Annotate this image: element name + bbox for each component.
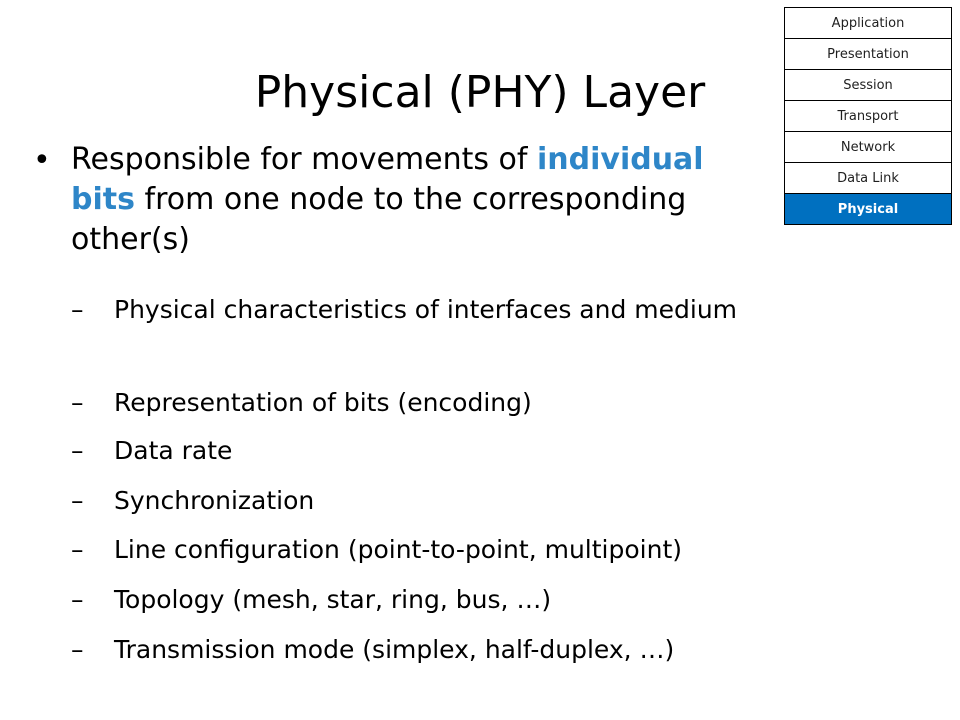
osi-layer-data-link: Data Link (785, 163, 952, 194)
dash-icon: – (71, 635, 84, 664)
dash-icon: – (71, 436, 84, 465)
sub-item-text: Transmission mode (simplex, half-duplex, …) (114, 635, 675, 664)
sub-item-text: Representation of bits (encoding) (114, 388, 532, 417)
dash-icon: – (71, 486, 84, 515)
osi-layer-session: Session (785, 70, 952, 101)
main-bullet (0, 140, 960, 270)
sub-item-text: Topology (mesh, star, ring, bus, …) (114, 585, 552, 614)
dash-icon: – (71, 295, 84, 324)
bullet-text-after: from one node to the corresponding other(s) (71, 182, 687, 257)
osi-layer-physical: Physical (785, 194, 952, 225)
bullet-text-before: Responsible for movements of (71, 142, 537, 177)
dash-icon: – (71, 388, 84, 417)
bullet-dot-icon: • (33, 143, 51, 178)
sub-item-text: Data rate (114, 436, 233, 465)
sub-item-text: Synchronization (114, 486, 315, 515)
osi-layer-transport: Transport (785, 101, 952, 132)
slide-title: Physical (PHY) Layer (254, 67, 706, 118)
main-bullet-text (71, 140, 741, 260)
osi-layer-network: Network (785, 132, 952, 163)
sub-item-text: Line configuration (point-to-point, multipoint) (114, 535, 682, 564)
bullet-text-highlight: individual bits (71, 142, 704, 217)
osi-layer-presentation: Presentation (785, 39, 952, 70)
dash-icon: – (71, 585, 84, 614)
osi-layer-application: Application (785, 8, 952, 39)
dash-icon: – (71, 535, 84, 564)
sub-item-text: Physical characteristics of interfaces and medium (114, 295, 738, 324)
